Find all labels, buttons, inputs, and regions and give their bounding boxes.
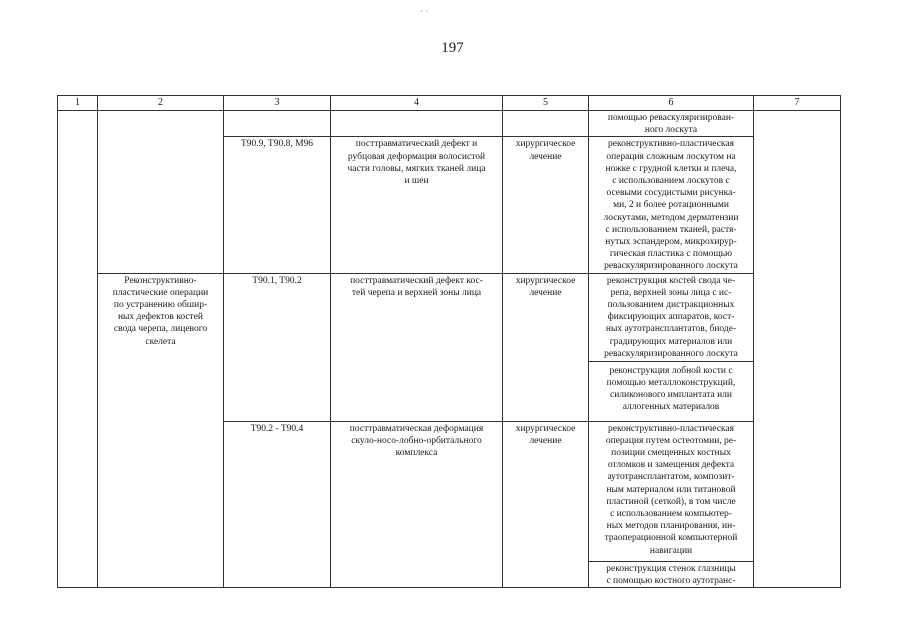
cell-col3 <box>224 111 331 137</box>
cell-diagnosis: посттравматическая деформация скуло-носо-лобно-орбитального комплекса <box>331 421 503 587</box>
cell-diagnosis: посттравматический дефект кос- тей черепа и верхней зоны лица <box>331 273 503 421</box>
header-col-5: 5 <box>503 96 589 111</box>
header-col-1: 1 <box>58 96 98 111</box>
cell-col2 <box>98 111 224 274</box>
table-row <box>58 111 841 137</box>
header-col-3: 3 <box>224 96 331 111</box>
cell-icd-codes: T90.1, T90.2 <box>224 273 331 421</box>
cell-treatment-type: хирургическое лечение <box>503 421 589 587</box>
header-col-6: 6 <box>589 96 754 111</box>
cell-icd-codes: T90.2 - T90.4 <box>224 421 331 587</box>
medical-procedures-table <box>57 95 841 588</box>
cell-icd-codes: T90.9, T90.8, M96 <box>224 137 331 273</box>
table-header-row <box>58 96 841 111</box>
cell-col5 <box>503 111 589 137</box>
cell-operation-group: Реконструктивно- пластические операции по устранению обшир- ных дефектов костей свода черепа, лицевого скелета <box>98 273 224 587</box>
cell-procedure: реконструкция лобной кости с помощью металлоконструкций, силиконового имплантата или аллогенных материалов <box>589 361 754 421</box>
cell-procedure: реконструкция костей свода че- репа, верхней зоны лица с ис- пользованием дистракционных фиксирующих аппаратов, кост- ных аутотрансплантатов, биоде- градирующих материалов или реваскуляризированного лоскута <box>589 273 754 361</box>
cell-procedure: помощью реваскуляризирован- ного лоскута <box>589 111 754 137</box>
cell-procedure: реконструктивно-пластическая операция сложным лоскутом на ножке с грудной клетки и плеча, с использованием лоскутов с осевыми сосудистыми рисунка- ми, 2 и более ротационными лоскутами, методом дерматензии с использованием тканей, растя- нутых эспандером, микрохирур- гическая пластика с помощью реваскуляризированного лоскута <box>589 137 754 273</box>
cell-col4 <box>331 111 503 137</box>
cell-procedure: реконструктивно-пластическая операция путем остеотомии, ре- позиции смещенных костных отломков и замещения дефекта аутотрансплантатом, композит- ным материалом или титановой пластиной (сеткой), в том числе с использованием компьютер- ных методов планирования, ин- траоперационной компьютерной навигации <box>589 421 754 561</box>
header-col-7: 7 <box>754 96 841 111</box>
header-col-2: 2 <box>98 96 224 111</box>
cell-treatment-type: хирургическое лечение <box>503 273 589 421</box>
page-number: 197 <box>441 40 464 56</box>
table-row <box>58 273 841 361</box>
cell-col1 <box>58 111 98 588</box>
scan-dots: · · <box>420 6 429 16</box>
cell-treatment-type: хирургическое лечение <box>503 137 589 273</box>
cell-procedure: реконструкция стенок глазницы с помощью костного аутотранс- <box>589 561 754 587</box>
cell-col7 <box>754 111 841 588</box>
header-col-4: 4 <box>331 96 503 111</box>
cell-diagnosis: посттравматический дефект и рубцовая деформация волосистой части головы, мягких тканей лица и шеи <box>331 137 503 273</box>
